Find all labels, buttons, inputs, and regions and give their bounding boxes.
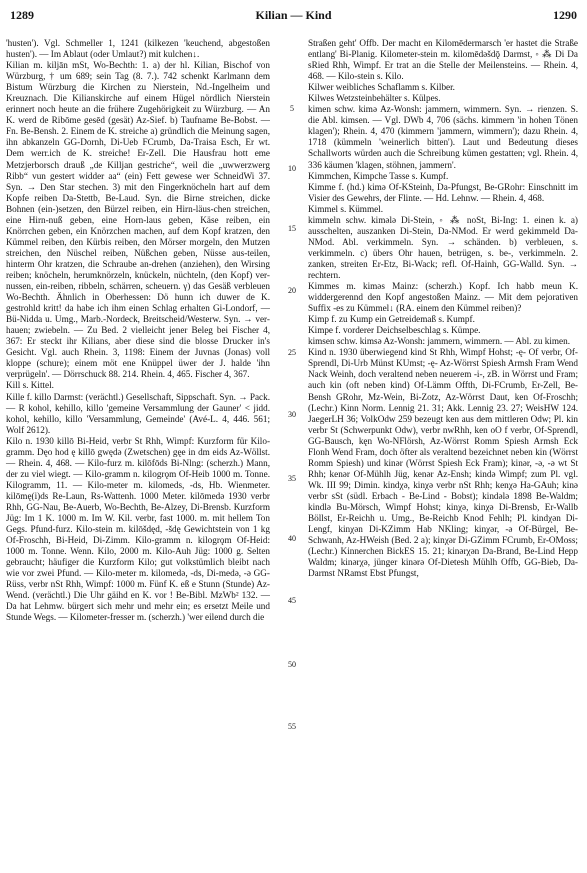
entry-kilo: Kilo n. 1930 killō Bi-Heid, verbr St Rhh, Wimpf: Kurzform für Kilo-gramm. Dęo hod ę killō gwędǝ (Zwetschen) gęe in dm eids Az-Wöllst. — Rhein. 4, 468. — Kilo-furz m. kilōfōds Bi-Nlng: (scherzh.) Mann, der zu viel wiegt. — Kilo-gramm n. kilogrǫm Of-Heib 1000 m. Tonne. Kilogramm, 11. — Kilo-meter m. kilomeds, -ds, Hb. Wienmeter. kilōmę(i)ds Re-Laun, Rs-Wattenh. 1000 Meter. kilōmedǝ 1930 verbr Rhh, GG-Nau, Be-Auerb, Wo-Bechth, Be-Alzey, Di-Brensb. Kurzform Jüg: Im 1 K. 1000 m. Im W. Kil. verbr, fast 1000. m. mit hellem Ton Gegs. Pfund-furz. Kilo-stein m. kilōšdęd, -šdę Gewichtstein von 1 kg Of-Froschh, Bi-Heid, Di-Zimm. Kilo-gramm n. kilogrǫm Of-Heid: 1000 m. Tonne. Wenn. Kilo, 2000 m. Kilo-Auh Jüg: 1000 g. Selten gebraucht; häufiger die Kurzform Kilo; gut volkstümlich bleibt nach wie vor zwei Pfund. — Kilo-meter m. kilomedǝ, -ds, Di-medǝ, -ǝ GG-Rüss, verbr nSt Rhh, Wimpf: 1000 m. Fünf K. eß e Stunn (Stunde) Az-Wend. (verächtl.) Die Uhr gäihd en K. vor ! Be-Bibl. MzWb² 132. — Da hat Lehmw. bürgert sich mehr und mehr ein; es ersetzt Meile und Stunde Wegs. — Kilometer-fresser m. (scherzh.) 'wer eilend durch die (6, 435, 270, 623)
entry-kilometer-stein: Straßen geht' Offb. Der macht en Kilomēdermarsch 'er hastet die Straße entlang' Bi-Planig. Kilometer-stein m. kilomēdǝšdǭ Darmst, ◦ ⁂ Di Da sRied Rhh, Wimpf. Er trat an die Stelle der Meilensteins. — Rhein. 4, 468. — Kilo-stein s. Kilo. (308, 38, 578, 82)
entry-kimmel: Kimmel s. Kümmel. (308, 203, 384, 214)
entry-kimp: Kimp f. zu Kump ein Getreidemaß s. Kumpf. (308, 314, 475, 325)
left-column (6, 38, 270, 623)
entry-kimme: Kimme f. (hd.) kimǝ Of-KSteinh, Da-Pfungst, Be-GRohr: Einschnitt im Visier des Gewehrs, der Flinte. — Hd. Lehnw. — Rhein. 4, 468. (308, 181, 578, 203)
right-column (308, 38, 578, 579)
line-number: 15 (288, 224, 296, 233)
entry-kimmes: Kimmes m. kimǝs Mainz: (scherzh.) Kopf. Ich habb meun K. widdergerennd den Kopf angestoßen Mainz. — Mit dem pejorativen Suffix -es zu Kümmel↓ (RA. einem den Kümmel reiben)? (308, 281, 578, 314)
line-number: 25 (288, 348, 296, 357)
entry-kilian: Kilian m. kiljān mSt, Wo-Bechth: 1. a) der hl. Kilian, Bischof von Würzburg, † um 689; sein Tag (8. 7.). 742 schenkt Karlmann dem Bistum Würzburg die Kirchen zu Nierstein, Nd.-Ingelheim und Kreuznach. Die Kilianskirche auf einem Hügel nördlich Nierstein erinnert noch heute an die frühere Zugehörigkeit zu Würzburg. — An K. werd de Ribōme gesēd (gesät) Az-Sief. b) Taufname Be-Bobst. — Fn. Be-Bensh. 2. Einem de K. streiche a) gründlich die Meinung sagen, ihn abkanzeln GG-Dornh, Di-Ueb FCrumb, Da-Traisa Esch, Er wt. Dem werr.ich de K. streiche! Er-Zell. Die Hausfrau hott eme Metzjerborsch drauß „de Killjan gestriche“, weil die „uwwerzwerg Ribb“ vun gestert widder aa“ (ein) Fett gewese wer SchneidWi 37. Syn. → Den Star stechen. 3) mit den Fingerknöcheln hart auf dem Kopfe reiben Da-Stettb, Be-Laud. Syn. die Birne streichen, dicke Bohnen (ein-)setzen, den Bürzel reiben, ein Hirn-läus-chen streichen, eine Hirn-nuß geben, eine Horn-laus geben, Käse reiben, ein Knörrchen geben, ein Knörzchen machen, auf dem Kopf kratzen, den Kümmel reiben, den Kürbis reiben, den Mörser morgeln, den Mutzen streichen, den Nüschel reiben, Nüßchen geben, Nüsse aus-teilen, hinterm Ohr kratzen, die Schraube an-drehen (anziehen), den Wirsing reiben; knöcheln, herumknörzeln, knückeln, nüchteln, (den Kopf) ver-nussen, ein-reiben, ribbeln, schärren, scheuern. γ) das Gesäß verbleuen Wo-Bechth. Ähnlich in Oberhessen: Dö hunn ich duwer de K. gestrohld kritt! da habe ich ihm einen Schlag erhalten Gi-Londorf, — Bü-Nidda u. Umg., Marb.-Nordeck, Breitscheid/Westerw. Syn. → ver-hauen; zwiebeln. — Zu Bed. 2 vielleicht jener Beleg bei Fischer 4, 367: Er steckt ihr Kilians, aber diese sind die blosse Drucker in's Gesicht. Vgl. auch Rhein. 3, 1198: Einem der Juvnas (Jonas) voll kloppe (schure); einem möt ene Knüppel üwer der J. halde 'ihn verprügeln'. — Dörrschuck 88. 214. Rhein. 4, 465. Fischer 4, 367. (6, 60, 270, 380)
line-number: 50 (288, 660, 296, 669)
entry-kille: Kille f. killo Darmst: (verächtl.) Gesellschaft, Sippschaft. Syn. → Pack. — R kohol, kehillo, killo 'gemeine Versammlung der Gauner' < jidd. kohol, kehillo, killo 'Versammlung, Gemeinde' (Avé-L. 4, 446. 561; Wolf 2612). (6, 391, 270, 435)
line-number: 10 (288, 164, 296, 173)
entry-kilwes: Kilwes Wetzsteinbehälter s. Külpes. (308, 93, 441, 104)
page-header (10, 6, 577, 24)
entry-kimsen: kimsen schw. kimsǝ Az-Wonsh: jammern, wimmern. — Abl. zu kimen. (308, 336, 570, 347)
page-number-left: 1289 (10, 8, 34, 22)
line-number: 5 (290, 104, 294, 113)
entry-kilwer: Kilwer weibliches Schaflamm s. Kilber. (308, 82, 455, 93)
line-number: 35 (288, 474, 296, 483)
entry-kind: Kind n. 1930 überwiegend kind St Rhh, Wimpf Hohst; -ę- Of verbr, Of-Sprendl, Di-Urb Münst KUmst; -ę- Az-Wörrst Spiesh Armsh Fram Wend Nack Weinh, doch veraltend neben neuerem -i-, zB. in Wörrst und Fram; auch kin (oft neben kind) Of-Lämm Offth, Di-FCrumb, Er-Zell, Be-Bensh GRohr, Mz-Wein, Bi-Zotz, Az-Wörrst Daut, ken Of-Froschh; (Lechr.) Kinn Norm. Lennig 21. 31; Akk. Lennig 23. 27; WeisHW 124. JaegerLH 36; VolkOdw 259 bezeugt ken aus dem mittleren Odw; Pl. kin verbr St (Schwerpunkt Odw), verbr nwRhh, ken oO f verbr, Of-Sprendl, GG-Bausch, kęn Wo-NFlörsh, Az-Wörrst Romm Spiesh Armsh Eck Flonh Wend Fram, doch öfter als veraltend bezeichnet neben kin (Wörrst Romm Spiesh) und kinǝr (Wörrst Spiesh Eck Fram); kinǝr, -ǝ, -ǝ wt St Rhh; kenǝr Of-Mühlh Jüg, kenǝr Az-Ensh; kindǝ Wimpf; zum Pl. vgl. Wk. III 99; Dimin. kindχǝ, kinχǝ verbr nSt Rhh; kenχǝ Ha-GAuh; kinǝ verbr sSt (südl. Erbach - Be-Lind - Bobst); kindǝlǝ 1898 Be-Waldm; kindlǝ Bu-Mörsch, Wimpf Hohst; kinχǝ, kinχǝ Di-Brensb, Er-Wallb Böllst, Er-Reichh u. Umg., Be-Reichb Knod Fehlh; Pl. kindχǝn Di-Lengf, kinχǝn Di-KZimm Hab NKling; kinχǝr, -ǝ Of-Bürgel, Be-Schwanh, Az-HWeish (Bed. 2 a); kinχǝr Di-GZimm FCrumb, Er-OMoss; (Lechr.) Kinnerchen BickES 15. 21; kinǝrχǝn Da-Brand, Be-Lind Hepp Waldm; kinǝrχǝ, jünger kinǝrǝ Of-Dietesh Mühlh Offb, GG-Bieb, Da-Darmst NRamst Ebst Pfungst, (308, 347, 578, 579)
entry-kimpe: Kimpe f. vorderer Deichselbeschlag s. Kümpe. (308, 325, 481, 336)
entry-text: 'husten'). Vgl. Schmeller 1, 1241 (kilkezen 'keuchend, abgestoßen husten'). — Im Ablaut (oder Umlaut?) mit kulchen↓. (6, 38, 270, 60)
entry-kimmchen: Kimmchen, Kimpche Tasse s. Kumpf. (308, 170, 449, 181)
entry-kill: Kill s. Kittel. (6, 380, 54, 391)
entry-kimmeln: kimmeln schw. kimǝlǝ Di-Stein, ◦ ⁂ noSt, Bi-Ing: 1. einen k. a) ausschelten, auszanken Di-Stein, Da-NMod. Er werd gekimmeld Da-NMod. Abl. verkimmeln. Syn. → schänden. b) verbleuen, s. verkimmeln. c) übers Ohr hauen, betrügen, s. be-, verkimmeln. 2. zanken, streiten Er-Etz, Bi-Wack; refl. Of-Hainh, GG-Walld. Syn. → rechtern. (308, 214, 578, 280)
line-number: 45 (288, 596, 296, 605)
line-number: 55 (288, 722, 296, 731)
line-number-gutter (283, 38, 301, 838)
entry-kimen: kimen schw. kimǝ Az-Wonsh: jammern, wimmern. Syn. → rienzen. S. die Abl. kimsen. — Vgl. DWb 4, 706 (sächs. kimmern 'in hohen Tönen klagen'); Rhein. 4, 470 (kimmern 'jammern, wimmern'); dazu Rhein. 4, 1718 (kümmeln 'weinerlich bitten'). Laut und Bedeutung dieses Schallworts würden auch die Schreibung kümen gestatten; vgl. Rhein. 4, 336 käumen 'klagen, stöhnen, jammern'. (308, 104, 578, 170)
line-number: 40 (288, 534, 296, 543)
page-number-right: 1290 (553, 8, 577, 22)
line-number: 30 (288, 410, 296, 419)
line-number: 20 (288, 286, 296, 295)
running-title: Kilian — Kind (255, 8, 332, 22)
